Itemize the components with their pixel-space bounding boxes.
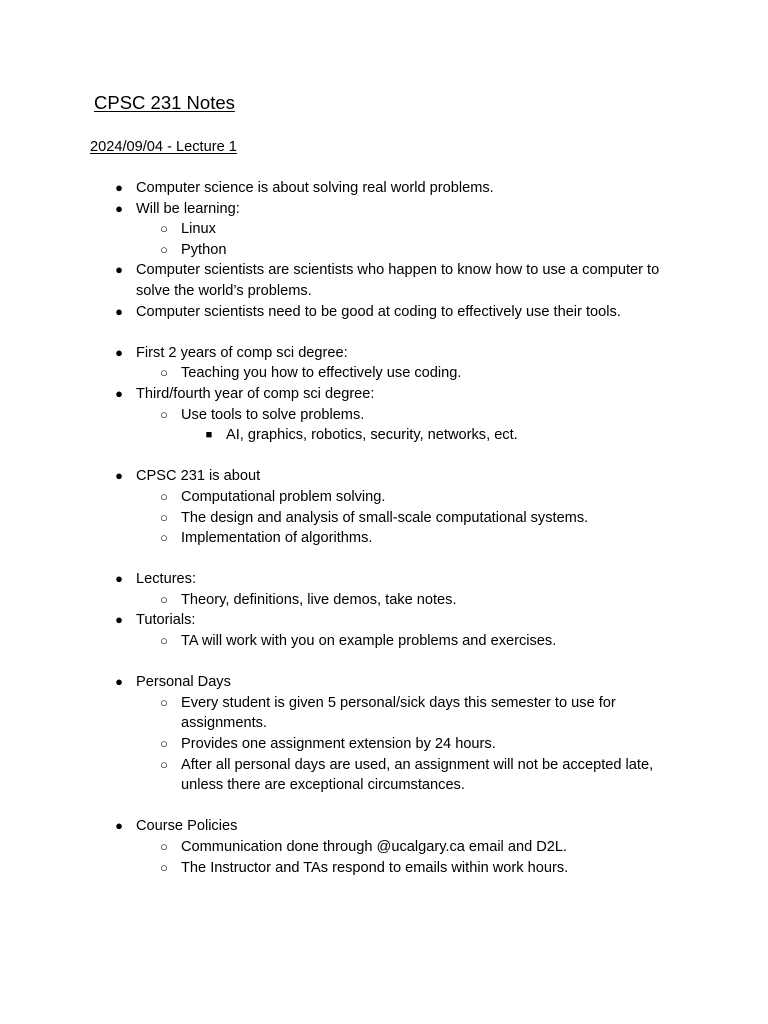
list-item bbox=[115, 384, 696, 405]
list-item bbox=[160, 755, 681, 796]
list-item bbox=[115, 816, 696, 837]
section-gap bbox=[0, 549, 768, 570]
list-item bbox=[160, 631, 681, 652]
list-item-text: AI, graphics, robotics, security, networks, ect. bbox=[226, 427, 518, 444]
list-item-text: First 2 years of comp sci degree: bbox=[136, 344, 348, 361]
list-item bbox=[160, 858, 681, 879]
list-item-text: Communication done through @ucalgary.ca email and D2L. bbox=[181, 839, 568, 855]
filled-bullet-icon: ● bbox=[115, 674, 123, 690]
list-item-text: Tutorials: bbox=[136, 612, 196, 629]
list-item bbox=[115, 178, 696, 199]
list-item-text: TA will work with you on example problems and exercises. bbox=[181, 633, 557, 650]
open-bullet-icon: ○ bbox=[160, 509, 168, 525]
lecture-heading: 2024/09/04 - Lecture 1 bbox=[90, 139, 237, 155]
notes-list bbox=[0, 178, 768, 878]
open-bullet-icon: ○ bbox=[160, 633, 168, 649]
list-item-text: Linux bbox=[181, 221, 216, 238]
list-item bbox=[160, 693, 681, 734]
list-item-text: After all personal days are used, an assignment will not be accepted late, unless there are exceptional circumstances. bbox=[181, 756, 654, 794]
open-bullet-icon: ○ bbox=[160, 488, 168, 504]
list-item bbox=[160, 405, 681, 426]
filled-bullet-icon: ● bbox=[115, 468, 123, 484]
filled-bullet-icon: ● bbox=[115, 612, 123, 628]
filled-bullet-icon: ● bbox=[115, 385, 123, 401]
filled-bullet-icon: ● bbox=[115, 303, 123, 319]
list-item-text: The Instructor and TAs respond to emails within work hours. bbox=[181, 859, 569, 876]
open-bullet-icon: ○ bbox=[160, 241, 168, 257]
section-gap bbox=[0, 446, 768, 467]
list-item-text: Theory, definitions, live demos, take notes. bbox=[181, 591, 457, 608]
list-item bbox=[115, 466, 696, 487]
list-item-text: Course Policies bbox=[136, 818, 238, 835]
open-bullet-icon: ○ bbox=[160, 756, 168, 772]
list-item bbox=[115, 302, 696, 323]
list-item-text: Computational problem solving. bbox=[181, 488, 386, 505]
list-item bbox=[115, 672, 696, 693]
list-item-text: The design and analysis of small-scale computational systems. bbox=[181, 509, 589, 526]
open-bullet-icon: ○ bbox=[160, 839, 168, 854]
filled-bullet-icon: ● bbox=[115, 180, 123, 195]
filled-bullet-icon: ● bbox=[115, 200, 123, 216]
list-item bbox=[160, 240, 681, 261]
document-title: CPSC 231 Notes bbox=[94, 92, 235, 113]
list-item-text: Computer scientists need to be good at coding to effectively use their tools. bbox=[136, 303, 621, 320]
list-item bbox=[160, 528, 681, 549]
filled-bullet-icon: ● bbox=[115, 344, 123, 360]
list-item bbox=[115, 610, 696, 631]
list-item-text: Third/fourth year of comp sci degree: bbox=[136, 385, 375, 402]
open-bullet-icon: ○ bbox=[160, 859, 168, 875]
list-item-text: Computer science is about solving real world problems. bbox=[136, 180, 494, 196]
list-item bbox=[160, 487, 681, 508]
open-bullet-icon: ○ bbox=[160, 591, 168, 607]
section-gap bbox=[0, 652, 768, 673]
list-item bbox=[160, 363, 681, 384]
list-item bbox=[205, 425, 686, 446]
square-bullet-icon: ■ bbox=[205, 429, 213, 442]
list-item-text: CPSC 231 is about bbox=[136, 468, 261, 485]
filled-bullet-icon: ● bbox=[115, 571, 123, 587]
list-item-text: Will be learning: bbox=[136, 200, 240, 217]
list-item bbox=[115, 569, 696, 590]
list-item-text: Computer scientists are scientists who happen to know how to use a computer to solve the world’s problems. bbox=[136, 262, 660, 299]
list-item bbox=[160, 508, 681, 529]
list-item-text: Every student is given 5 personal/sick days this semester to use for assignments. bbox=[181, 694, 616, 732]
list-item bbox=[160, 734, 681, 755]
list-item bbox=[115, 343, 696, 364]
open-bullet-icon: ○ bbox=[160, 530, 168, 546]
filled-bullet-icon: ● bbox=[115, 262, 123, 278]
open-bullet-icon: ○ bbox=[160, 736, 168, 752]
open-bullet-icon: ○ bbox=[160, 365, 168, 381]
list-item bbox=[160, 590, 681, 611]
open-bullet-icon: ○ bbox=[160, 694, 168, 710]
list-item-text: Lectures: bbox=[136, 571, 197, 588]
list-item bbox=[115, 260, 696, 301]
list-item-text: Personal Days bbox=[136, 674, 231, 691]
list-item-text: Python bbox=[181, 241, 227, 258]
open-bullet-icon: ○ bbox=[160, 406, 168, 422]
list-item bbox=[115, 199, 696, 220]
list-item-text: Use tools to solve problems. bbox=[181, 406, 365, 423]
list-item-text: Teaching you how to effectively use coding. bbox=[181, 365, 462, 382]
list-item-text: Implementation of algorithms. bbox=[181, 530, 373, 547]
section-gap bbox=[0, 796, 768, 817]
filled-bullet-icon: ● bbox=[115, 818, 123, 834]
open-bullet-icon: ○ bbox=[160, 221, 168, 237]
list-item-text: Provides one assignment extension by 24 hours. bbox=[181, 736, 496, 753]
section-gap bbox=[0, 322, 768, 343]
list-item bbox=[160, 219, 681, 240]
list-item bbox=[160, 837, 681, 858]
